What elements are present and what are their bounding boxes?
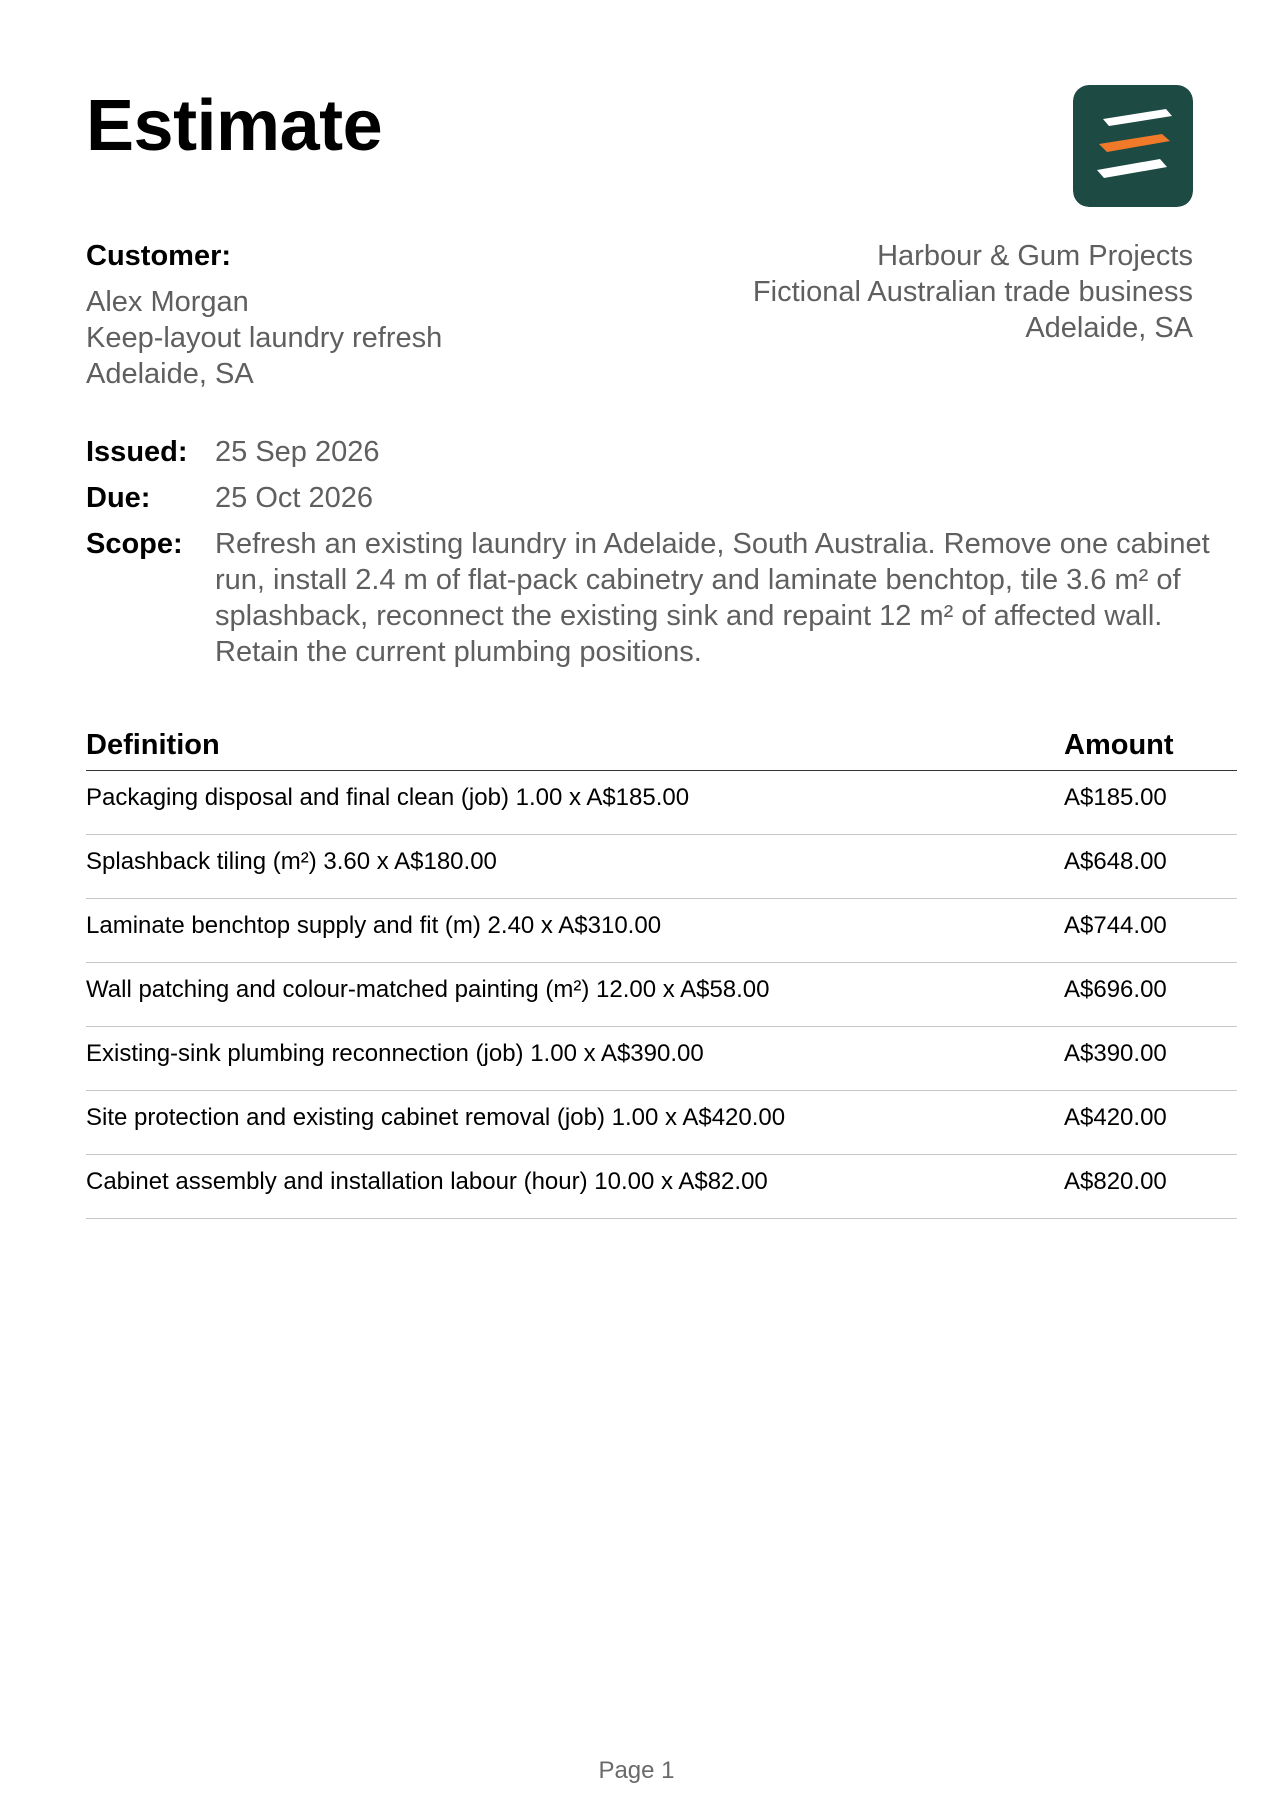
line-item-amount: A$390.00	[1064, 1027, 1237, 1091]
line-item-amount: A$744.00	[1064, 899, 1237, 963]
due-row	[86, 480, 1236, 516]
customer-location: Adelaide, SA	[86, 358, 254, 390]
definition-column-header: Definition	[86, 724, 1064, 771]
company-description: Fictional Australian trade business	[752, 276, 1193, 308]
amount-column-header: Amount	[1064, 724, 1237, 771]
due-label: Due:	[86, 482, 151, 514]
line-item-definition: Splashback tiling (m²) 3.60 x A$180.00	[86, 835, 1064, 899]
line-item-amount: A$648.00	[1064, 835, 1237, 899]
table-row	[86, 1027, 1237, 1091]
table-row	[86, 771, 1237, 835]
company-location: Adelaide, SA	[1025, 312, 1193, 344]
issued-date: 25 Sep 2026	[215, 436, 380, 468]
estimate-meta	[86, 434, 1236, 670]
table-header-row	[86, 724, 1237, 771]
table-row	[86, 1155, 1237, 1219]
scope-label: Scope:	[86, 528, 183, 560]
line-item-definition: Wall patching and colour-matched painting (m²) 12.00 x A$58.00	[86, 963, 1064, 1027]
due-date: 25 Oct 2026	[215, 482, 373, 514]
line-item-amount: A$820.00	[1064, 1155, 1237, 1219]
table-row	[86, 963, 1237, 1027]
page-title: Estimate	[86, 86, 383, 166]
scope-row	[86, 526, 1236, 670]
table-row	[86, 899, 1237, 963]
line-item-definition: Site protection and existing cabinet removal (job) 1.00 x A$420.00	[86, 1091, 1064, 1155]
table-row	[86, 835, 1237, 899]
line-item-definition: Packaging disposal and final clean (job) 1.00 x A$185.00	[86, 771, 1064, 835]
line-item-amount: A$185.00	[1064, 771, 1237, 835]
customer-label: Customer:	[86, 240, 232, 272]
company-block	[753, 238, 1193, 346]
line-item-definition: Existing-sink plumbing reconnection (job) 1.00 x A$390.00	[86, 1027, 1064, 1091]
page-number: Page 1	[598, 1757, 675, 1784]
line-item-definition: Cabinet assembly and installation labour (hour) 10.00 x A$82.00	[86, 1155, 1064, 1219]
issued-row	[86, 434, 1236, 470]
line-items-table	[86, 724, 1237, 1219]
scope-description: Refresh an existing laundry in Adelaide, South Australia. Remove one cabinet run, install 2.4 m of flat-pack cabinetry and laminate benchtop, tile 3.6 m² of splashback, reconnect the existing sink and repaint 12 m² of affected wall. Retain the current plumbing positions.	[215, 528, 1210, 668]
customer-block	[86, 238, 442, 392]
company-name: Harbour & Gum Projects	[877, 240, 1193, 272]
line-item-amount: A$696.00	[1064, 963, 1237, 1027]
line-item-definition: Laminate benchtop supply and fit (m) 2.40 x A$310.00	[86, 899, 1064, 963]
issued-label: Issued:	[86, 436, 188, 468]
table-row	[86, 1091, 1237, 1155]
customer-name: Alex Morgan	[86, 286, 249, 318]
line-item-amount: A$420.00	[1064, 1091, 1237, 1155]
stacked-layers-logo-icon	[1073, 85, 1193, 207]
customer-project: Keep-layout laundry refresh	[86, 322, 443, 354]
